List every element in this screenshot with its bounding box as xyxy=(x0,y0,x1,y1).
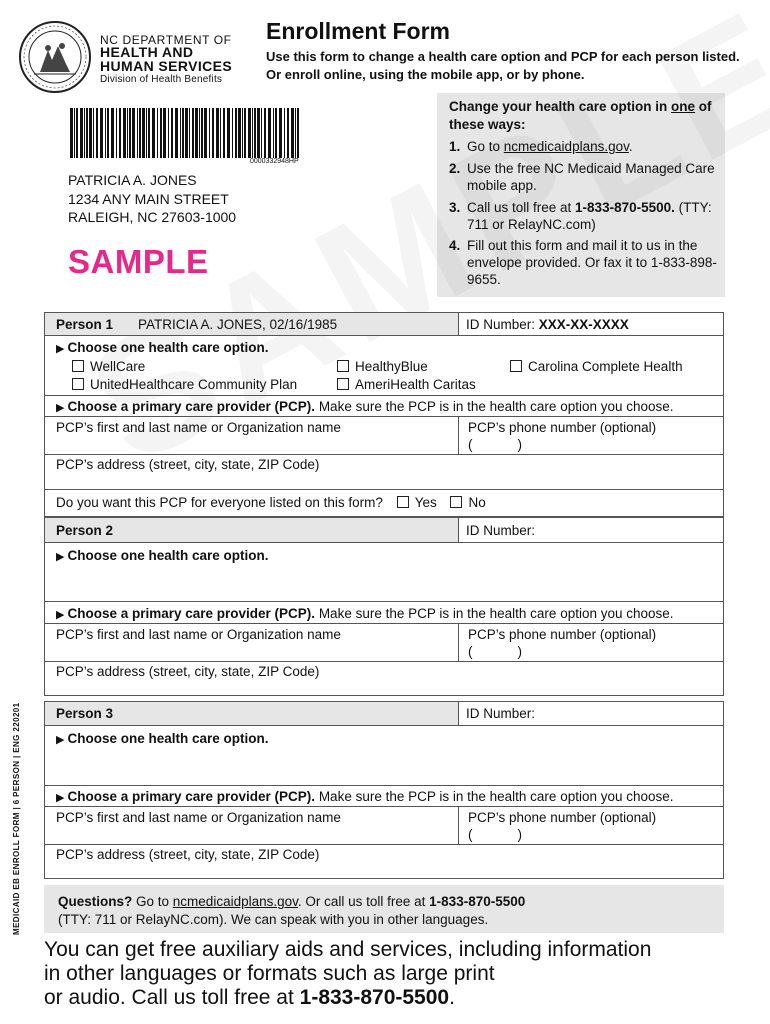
checkbox[interactable] xyxy=(337,360,349,372)
footer-website-link[interactable]: ncmedicaidplans.gov xyxy=(172,894,298,909)
plan-option-healthyblue[interactable]: HealthyBlue xyxy=(337,358,428,375)
person1-pcp-address-field[interactable]: PCP’s address (street, city, state, ZIP Code) xyxy=(56,457,320,472)
auxiliary-aids-notice: You can get free auxiliary aids and services, including information in other languages or formats such as large print or audio. Call us toll free at 1-833-870-5500. xyxy=(44,938,652,1009)
questions-text: Questions? Go to ncmedicaidplans.gov. Or call us toll free at 1-833-870-5500 (TTY: 711 or RelayNC.com). We can speak with you in other languages. xyxy=(58,894,526,927)
checkbox[interactable] xyxy=(72,378,84,390)
option-item-1: 1. Go to ncmedicaidplans.gov. xyxy=(449,139,633,154)
person2-pcp-name-field[interactable]: PCP’s first and last name or Organization name xyxy=(56,627,341,642)
form-code-side-label: MEDICAID EB ENROLL FORM | 6 PERSON | ENG 220201 xyxy=(12,702,21,935)
person2-id-field[interactable]: ID Number: xyxy=(466,523,536,538)
yes-checkbox[interactable] xyxy=(397,496,409,508)
person3-pcp-phone-field[interactable]: PCP’s phone number (optional) xyxy=(468,810,657,825)
dept-name-line1: NC DEPARTMENT OF xyxy=(100,33,232,47)
person1-choose-option: ▶ Choose one health care option. xyxy=(56,340,269,355)
option-item-2: 2. Use the free NC Medicaid Managed Care mobile app. xyxy=(449,161,715,193)
plan-option-wellcare[interactable]: WellCare xyxy=(72,358,145,375)
options-heading: Change your health care option in one of these ways: xyxy=(449,99,712,132)
no-checkbox[interactable] xyxy=(450,496,462,508)
person1-id: ID Number: XXX-XX-XXXX xyxy=(466,317,629,332)
person1-pcp-phone-field[interactable]: PCP’s phone number (optional) xyxy=(468,420,657,435)
person3-pcp-heading: ▶ Choose a primary care provider (PCP). Make sure the PCP is in the health care option you choose. xyxy=(56,789,674,804)
person2-choose-option[interactable]: ▶ Choose one health care option. xyxy=(56,548,269,563)
person2-pcp-heading: ▶ Choose a primary care provider (PCP). Make sure the PCP is in the health care option you choose. xyxy=(56,606,674,621)
checkbox[interactable] xyxy=(337,378,349,390)
person3-id-field[interactable]: ID Number: xyxy=(466,706,536,721)
option-item-3: 3. Call us toll free at 1-833-870-5500. (TTY: 711 or RelayNC.com) xyxy=(449,200,712,232)
plan-option-carolina-complete[interactable]: Carolina Complete Health xyxy=(510,358,683,375)
checkbox[interactable] xyxy=(510,360,522,372)
person2-pcp-address-field[interactable]: PCP’s address (street, city, state, ZIP Code) xyxy=(56,664,320,679)
recipient-city: RALEIGH, NC 27603-1000 xyxy=(68,209,237,225)
person3-pcp-phone-blank: ( ) xyxy=(468,827,522,842)
person1-name-dob: PATRICIA A. JONES, 02/16/1985 xyxy=(138,317,338,332)
person2-label: Person 2 xyxy=(56,523,114,538)
division-name: Division of Health Benefits xyxy=(100,74,223,85)
recipient-street: 1234 ANY MAIN STREET xyxy=(68,191,229,207)
form-subtitle: Use this form to change a health care option and PCP for each person listed. Or enroll online, using the mobile app, or by phone. xyxy=(266,49,740,82)
form-title: Enrollment Form xyxy=(266,18,451,44)
person1-pcp-heading: ▶ Choose a primary care provider (PCP). Make sure the PCP is in the health care option you choose. xyxy=(56,399,674,414)
person2-pcp-phone-field[interactable]: PCP’s phone number (optional) xyxy=(468,627,657,642)
plan-option-amerihealth[interactable]: AmeriHealth Caritas xyxy=(337,376,476,393)
person1-label: Person 1 xyxy=(56,317,114,332)
person1-pcp-phone-blank: ( ) xyxy=(468,437,522,452)
person2-pcp-phone-blank: ( ) xyxy=(468,644,522,659)
person3-choose-option[interactable]: ▶ Choose one health care option. xyxy=(56,731,269,746)
person3-pcp-name-field[interactable]: PCP’s first and last name or Organization name xyxy=(56,810,341,825)
sample-stamp: SAMPLE xyxy=(68,243,209,280)
person1-everyone-question: Do you want this PCP for everyone listed on this form? Yes No xyxy=(56,495,486,510)
plan-option-unitedhealthcare[interactable]: UnitedHealthcare Community Plan xyxy=(72,376,297,393)
barcode-number: 0000332948HP xyxy=(250,158,299,165)
person3-pcp-address-field[interactable]: PCP’s address (street, city, state, ZIP Code) xyxy=(56,847,320,862)
barcode xyxy=(70,108,302,158)
nc-dhhs-seal-logo xyxy=(18,20,92,94)
dept-name-line2: HEALTH AND xyxy=(100,44,194,60)
checkbox[interactable] xyxy=(72,360,84,372)
website-link[interactable]: ncmedicaidplans.gov xyxy=(503,139,629,154)
option-item-4: 4. Fill out this form and mail it to us in the envelope provided. Or fax it to 1-833-898-9655. xyxy=(449,238,717,287)
person1-pcp-name-field[interactable]: PCP’s first and last name or Organization name xyxy=(56,420,341,435)
person3-label: Person 3 xyxy=(56,706,114,721)
recipient-name: PATRICIA A. JONES xyxy=(68,172,197,188)
dept-name-line3: HUMAN SERVICES xyxy=(100,58,233,74)
